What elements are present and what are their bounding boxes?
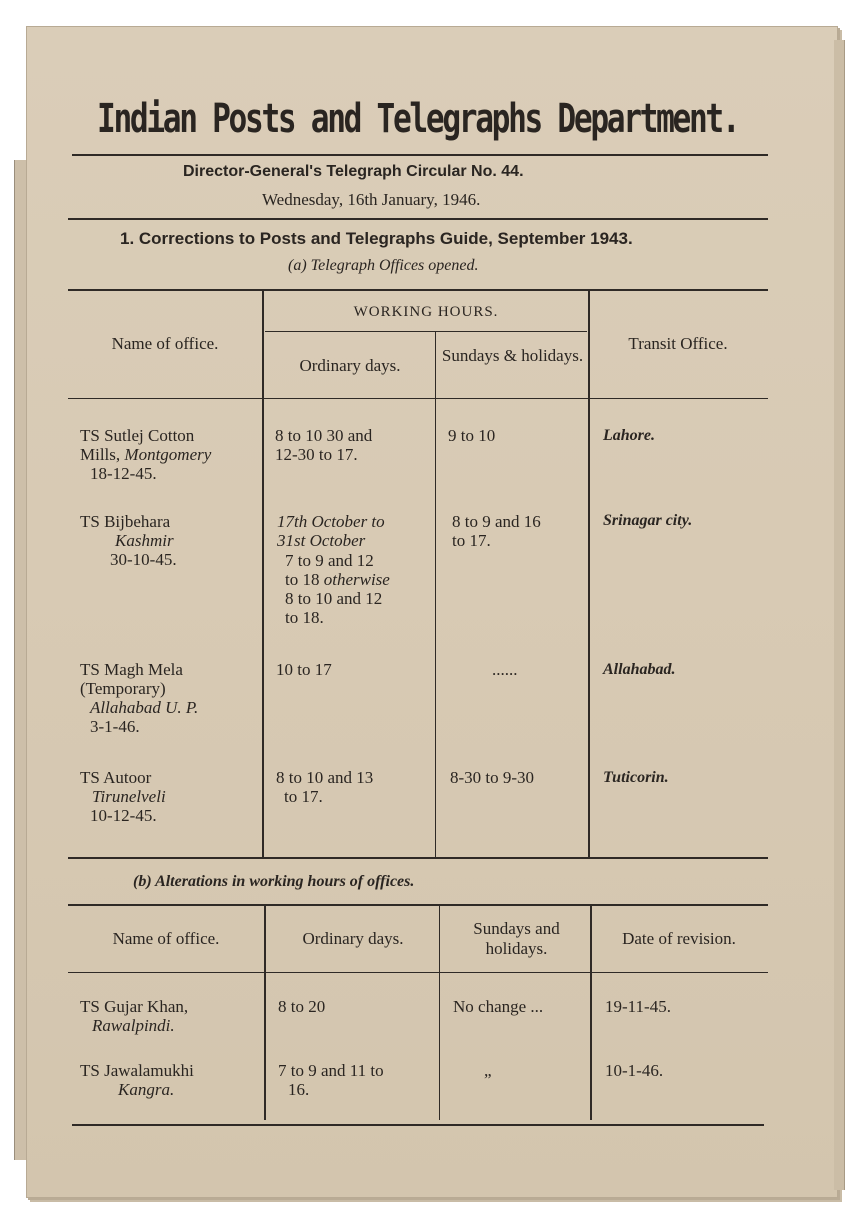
col-name-of-office: Name of office. — [111, 334, 219, 353]
col-ordinary-days: Ordinary days. — [302, 929, 404, 948]
table-row — [80, 768, 166, 825]
sunday-hours: „ — [484, 1061, 492, 1080]
office-district: Mills, Montgomery — [80, 445, 212, 464]
subsection-b-heading: (b) Alterations in working hours of offices. — [133, 873, 415, 890]
ordinary-hours: 8 to 10 and 13 to 17. — [276, 768, 374, 806]
table-a-divider-2 — [435, 332, 436, 857]
sunday-hours: 8-30 to 9-30 — [450, 768, 535, 787]
office-note: (Temporary) — [80, 679, 166, 698]
office-name: TS Bijbehara — [80, 512, 171, 531]
office-date: 3-1-46. — [90, 717, 140, 736]
table-b-header-rule — [68, 972, 768, 973]
col-transit-office: Transit Office. — [628, 334, 728, 353]
table-row — [80, 997, 188, 1035]
office-name: TS Gujar Khan, — [80, 997, 189, 1016]
table-row — [80, 660, 198, 736]
ordinary-hours: 10 to 17 — [276, 660, 332, 679]
ordinary-hours: 8 to 20 — [278, 997, 326, 1016]
table-row — [80, 512, 177, 569]
col-ordinary-days: Ordinary days. — [299, 356, 401, 375]
office-name: TS Jawalamukhi — [80, 1061, 194, 1080]
office-date: 30-10-45. — [110, 550, 177, 569]
col-sundays-holidays: Sundays & holidays. — [441, 346, 584, 365]
section-heading-1: 1. Corrections to Posts and Telegraphs Guide, September 1943. — [120, 229, 633, 248]
table-b-bottom-rule — [72, 1124, 764, 1126]
table-row — [80, 1061, 194, 1099]
col-date-of-revision: Date of revision. — [622, 929, 736, 948]
title-rule — [72, 154, 768, 156]
office-name: TS Sutlej Cotton — [80, 426, 195, 445]
col-working-hours: WORKING HOURS. — [353, 304, 499, 320]
office-district: Tirunelveli — [92, 787, 166, 806]
transit-office: Allahabad. — [603, 661, 676, 678]
working-hours-rule — [265, 331, 587, 332]
office-district: Rawalpindi. — [92, 1016, 175, 1035]
subsection-a-heading: (a) Telegraph Offices opened. — [288, 257, 479, 274]
office-date: 18-12-45. — [90, 464, 157, 483]
sunday-hours: No change ... — [453, 997, 544, 1016]
transit-office: Srinagar city. — [603, 512, 693, 529]
revision-date: 10-1-46. — [605, 1061, 664, 1080]
table-b-divider-1 — [264, 906, 266, 1120]
department-title: Indian Posts and Telegraphs Department. — [97, 96, 739, 142]
office-name: TS Autoor — [80, 768, 152, 787]
sunday-hours: 8 to 9 and 16 to 17. — [452, 512, 541, 550]
table-a-header-rule — [68, 398, 768, 399]
table-a-bottom-rule — [68, 857, 768, 859]
table-a-divider-3 — [588, 290, 590, 857]
col-sundays-holidays: Sundays and holidays. — [473, 919, 560, 958]
office-district: Kashmir — [115, 531, 174, 550]
table-row — [80, 426, 211, 483]
ordinary-hours: 8 to 10 30 and 12-30 to 17. — [275, 426, 373, 464]
page-edge — [834, 40, 845, 1190]
office-district: Allahabad U. P. — [90, 698, 199, 717]
transit-office: Tuticorin. — [603, 769, 669, 786]
circular-date: Wednesday, 16th January, 1946. — [262, 190, 481, 209]
office-district: Kangra. — [118, 1080, 175, 1099]
table-a-top-rule — [68, 289, 768, 291]
office-name: TS Magh Mela — [80, 660, 183, 679]
sunday-hours: ...... — [492, 660, 518, 679]
ordinary-hours: 7 to 9 and 11 to 16. — [278, 1061, 384, 1099]
transit-office: Lahore. — [603, 427, 655, 444]
col-name-of-office: Name of office. — [112, 929, 220, 948]
sunday-hours: 9 to 10 — [448, 426, 496, 445]
table-a-divider-1 — [262, 290, 264, 857]
table-b-divider-3 — [590, 906, 592, 1120]
office-date: 10-12-45. — [90, 806, 157, 825]
revision-date: 19-11-45. — [605, 997, 671, 1016]
header-rule — [68, 218, 768, 220]
ordinary-hours: 17th October to 31st October 7 to 9 and 12 to 18 otherwise 8 to 10 and 12 to 18. — [277, 512, 390, 628]
table-b-divider-2 — [439, 906, 440, 1120]
table-b-top-rule — [68, 904, 768, 906]
circular-number: Director-General's Telegraph Circular No. 44. — [183, 163, 524, 180]
